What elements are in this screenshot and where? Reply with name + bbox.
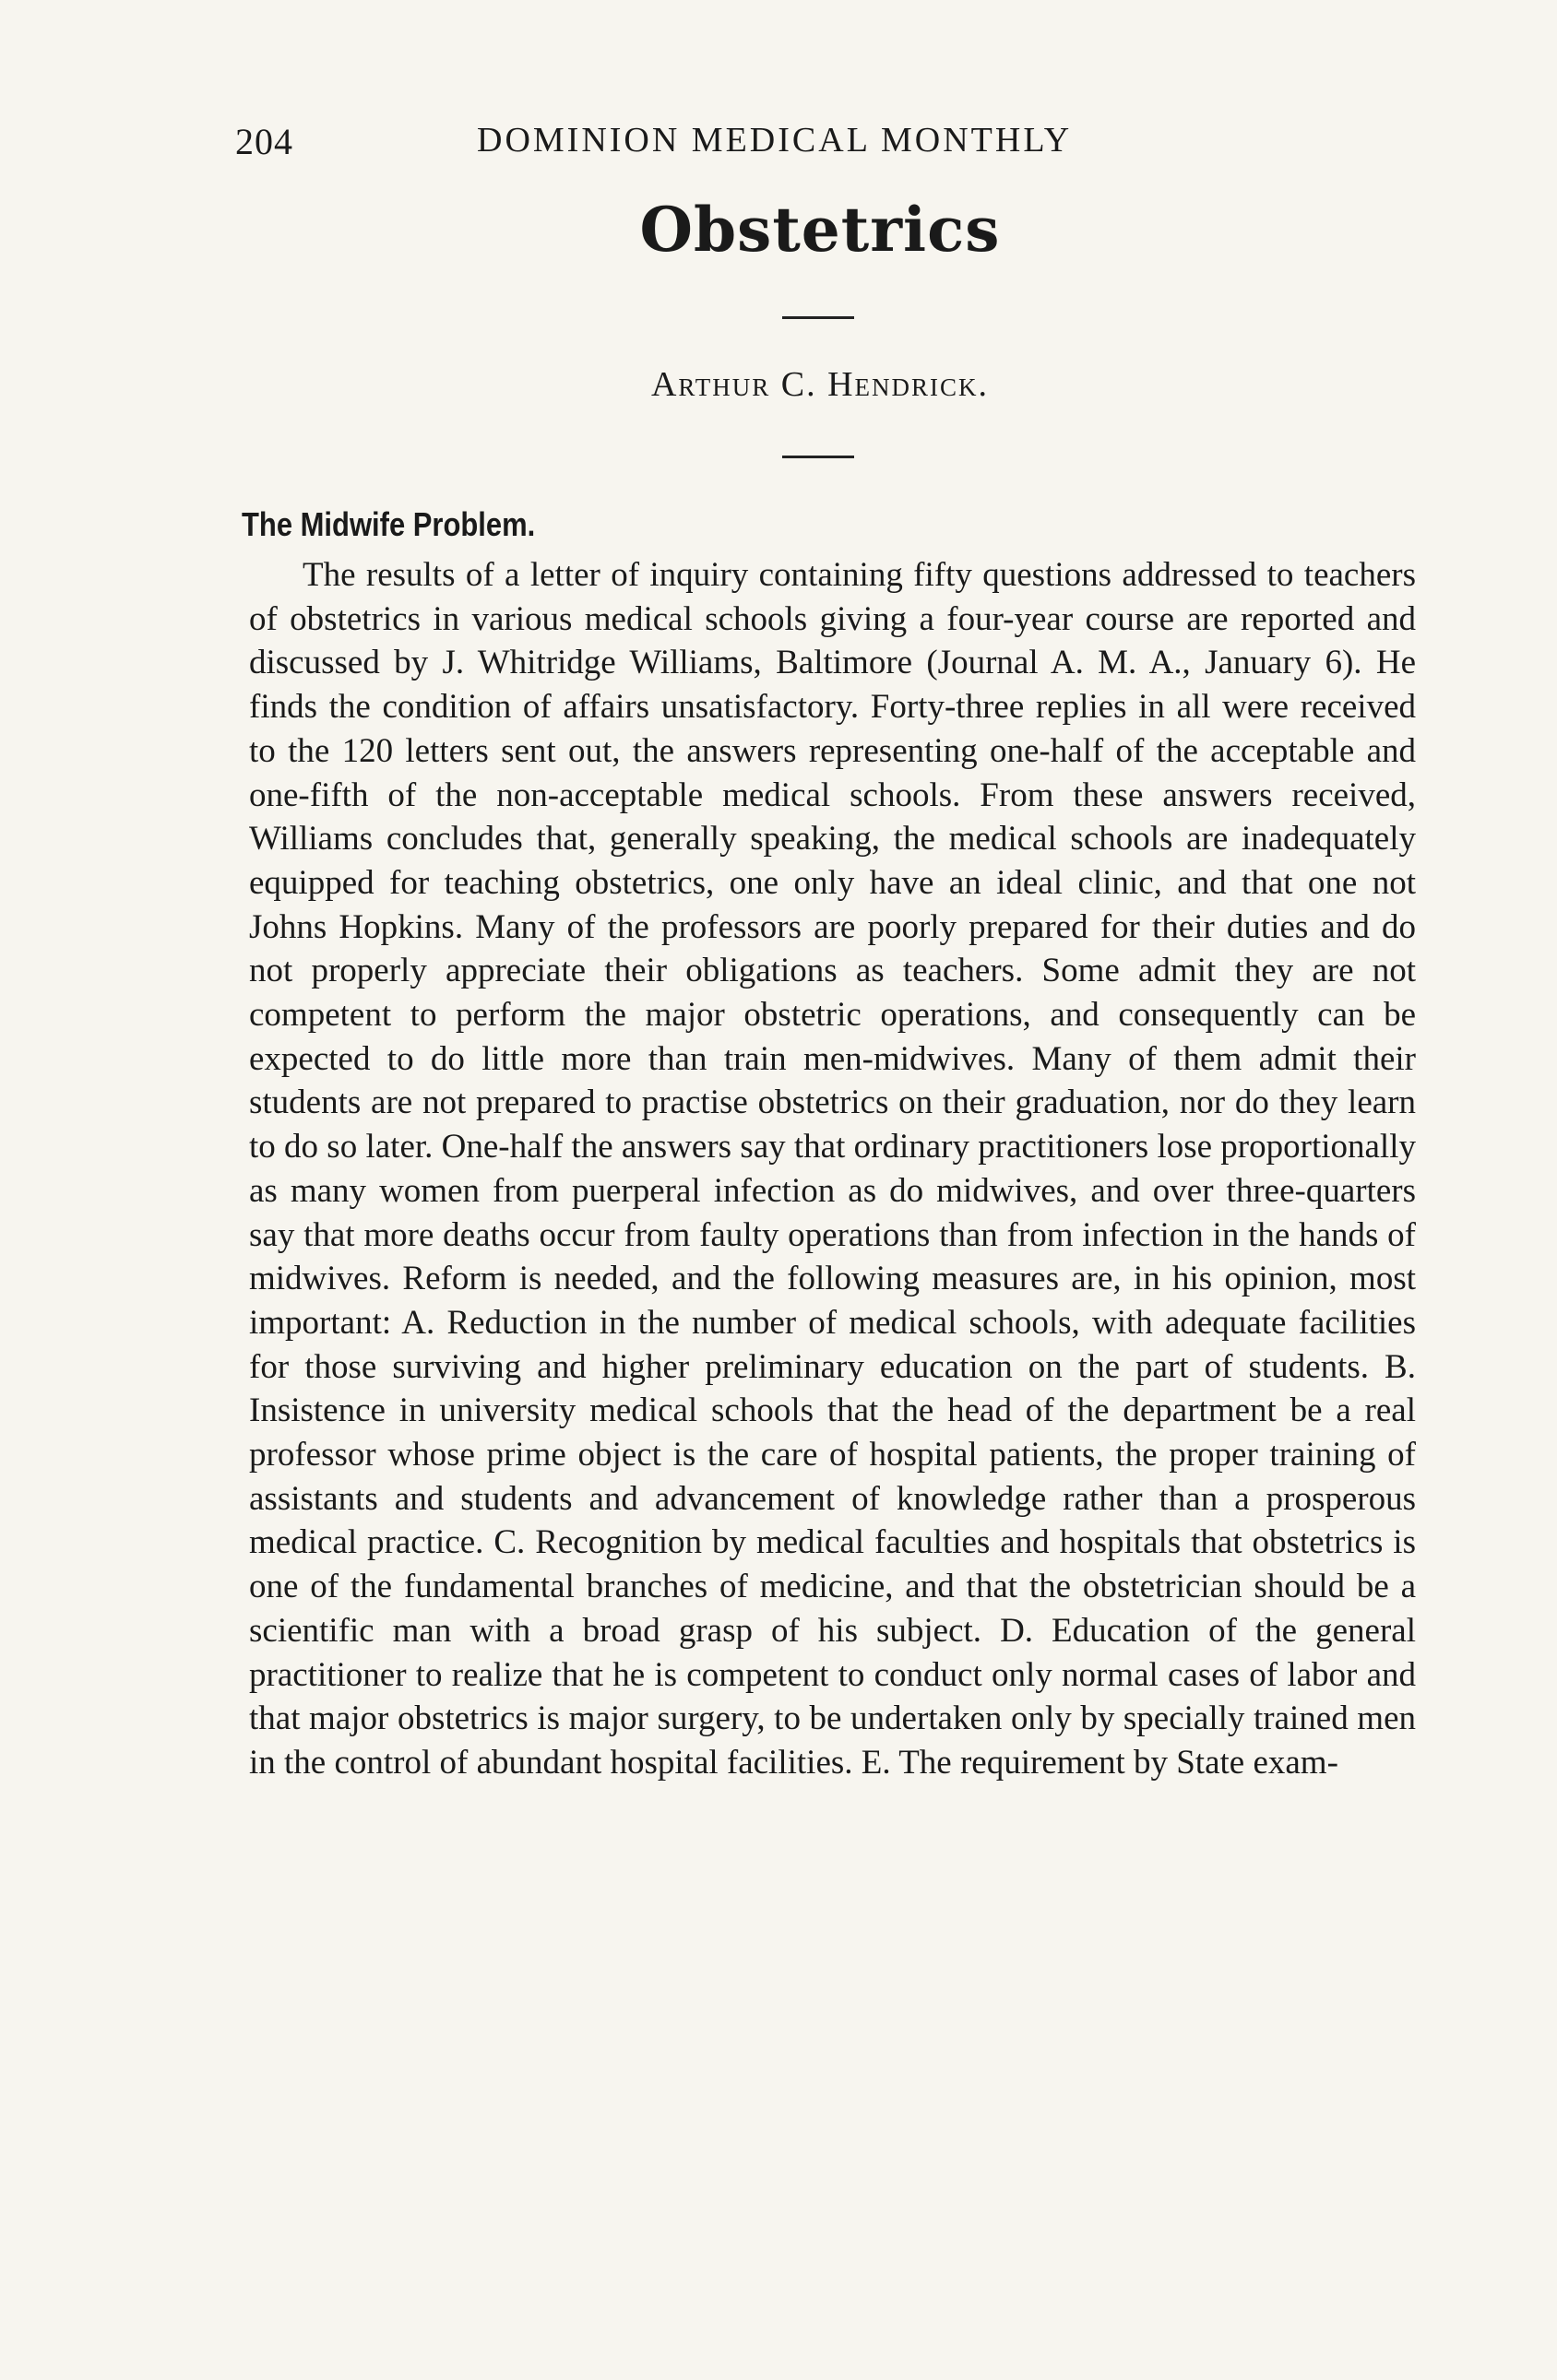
journal-title: DOMINION MEDICAL MONTHLY [477, 121, 1073, 160]
article-heading: The Midwife Problem. [242, 505, 536, 543]
running-head [235, 120, 1185, 175]
section-title: Obstetrics [639, 194, 1001, 266]
divider-rule-top [782, 316, 854, 319]
page-number: 204 [235, 121, 293, 162]
article-paragraph: The results of a letter of inquiry containing fifty questions addressed to teachers of obstetrics in various medical schools giving a four-year course are reported and discussed by J. Whitridge Williams, Baltimore (Journal A. M. A., January 6). He finds the condition of affairs unsatisfactory. Forty-three replies in all were received to the 120 letters sent out, the answers representing one-half of the acceptable and one-fifth of the non-acceptable medical schools. From these answers received, Williams concludes that, generally speaking, the medical schools are inadequately equipped for teaching obstetrics, one only have an ideal clinic, and that one not Johns Hopkins. Many of the professors are poorly prepared for their duties and do not properly appreciate their obligations as teachers. Some admit they are not competent to perform the major obstetric operations, and consequently can be expected to do little more than train men-midwives. Many of them admit their students are not prepared to practise obstetrics on their graduation, nor do they learn to do so later. One-half the answers say that ordinary practitioners lose proportionally as many women from puerperal infection as do midwives, and over three-quarters say that more deaths occur from faulty operations than from infection in the hands of midwives. Reform is needed, and the following measures are, in his opinion, most important: A. Reduction in the number of medical schools, with adequate facilities for those surviving and higher preliminary education on the part of students. B. Insistence in university medical schools that the head of the department be a real professor whose prime object is the care of hospital patients, the proper training of assistants and students and advancement of knowledge rather than a prosperous medical practice. C. Recognition by medical faculties and hospitals that obstetrics is one of the fundamental branches of medicine, and that the obstetrician should be a scientific man with a broad grasp of his subject. D. Education of the general practitioner to realize that he is competent to conduct only normal cases of labor and that major obstetrics is major surgery, to be undertaken only by specially trained men in the control of abundant hospital facilities. E. The requirement by State exam- [249, 556, 1416, 1782]
divider-rule-bottom [782, 456, 854, 458]
author-name: Arthur C. Hendrick. [650, 365, 990, 404]
